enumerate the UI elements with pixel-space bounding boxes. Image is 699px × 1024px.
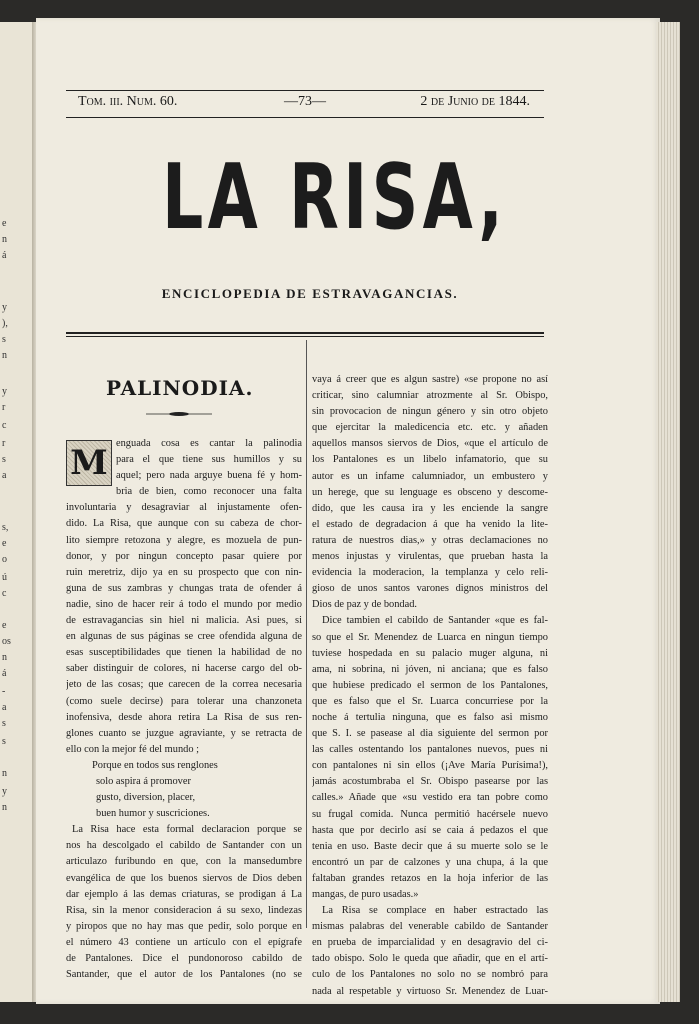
left-page-fragment: r	[2, 402, 6, 413]
text-line: las calles ostentando los pantalones nuevos, pues ni	[312, 744, 548, 756]
text-line: mangas, de puro usadas.»	[312, 889, 419, 900]
text-line: un herege, que su lenguage es obsceno y descome-	[312, 486, 548, 498]
left-page-fragment: ú	[2, 572, 7, 583]
page-stack-edge	[656, 22, 680, 1002]
text-line: el número 43 contiene un artículo con el epígrafe	[66, 936, 302, 948]
text-line: culo de los Pantalones no solo no se nombró para	[312, 969, 548, 981]
text-line: inofensiva, desde ahora retira La Risa de sus ren-	[66, 711, 302, 723]
text-line: ello con la mejor fé del mundo ;	[66, 743, 200, 755]
left-page-fragment: y	[2, 302, 7, 313]
text-line: tuviese hospedada en su palacio muger alguna, ni	[312, 647, 548, 659]
drop-cap-initial: M	[66, 440, 112, 486]
header-top-rule	[66, 90, 544, 91]
text-line: saber distinguir de colores, ni hacerse cargo del ob-	[66, 663, 302, 675]
page-header	[70, 94, 540, 114]
left-page-fragment: s	[2, 334, 6, 345]
text-line: y piropos que no hay mas que pedir, solo porque en	[66, 920, 302, 932]
article-column-right	[312, 372, 548, 1000]
text-line: que es falso que el Sr. Luarca concurriese por la	[312, 695, 548, 707]
left-page-fragment: n	[2, 802, 7, 813]
text-line: dido. La Risa, que aunque con su cabeza de chor-	[66, 518, 302, 530]
left-page-fragment: e	[2, 538, 7, 549]
left-page-fragment: s,	[2, 522, 9, 533]
text-line: calles.» Añade que «su vestido era tan pobre como	[312, 792, 548, 804]
header-bottom-rule	[66, 117, 544, 118]
text-line: involuntaria y desagraviar al injustamente ofen-	[66, 502, 302, 514]
text-line: Porque en todos sus renglones	[92, 759, 218, 771]
text-line: el estado de degradacion á que ha venido la lite-	[312, 518, 548, 530]
text-line: solo aspira á promover	[96, 775, 191, 787]
text-line: bria de bien, como reconocer una falta	[116, 486, 302, 498]
left-page-fragment: s	[2, 454, 6, 465]
text-line: enguada cosa es cantar la palinodia	[116, 438, 302, 449]
text-line: que S. I. se pasease al dia siguiente del sermon por	[312, 728, 548, 740]
text-line: jamás acostumbraba el Sr. Obispo pasearse por las	[312, 776, 548, 788]
left-page-fragment: e	[2, 218, 7, 229]
masthead-title: LA RISA,	[162, 145, 508, 250]
text-line: glones cuanto se juzgue agraviante, y se retracta de	[66, 727, 302, 739]
text-line: en prueba de imparcialidad y en desagravio del ci-	[312, 937, 548, 949]
text-line: tenia en uso. Baste decir que á su muerte solo se le	[312, 840, 548, 852]
text-line: tado obispo. Solo le queda que añadir, que en el artí-	[312, 953, 548, 965]
page-number: —73—	[284, 94, 326, 109]
text-line: encontró un par de calzones y una chupa, á la que	[312, 856, 548, 868]
text-line: menos injustas y virulentas, que prueban hasta la	[312, 551, 548, 563]
text-line: ruin meretriz, dijo ya en su prospecto que con nin-	[66, 566, 302, 578]
text-line: que ejercitar la maledicencia etc. etc. y añaden	[312, 422, 548, 434]
left-page-fragment: s	[2, 718, 6, 729]
text-line: nadie, sino de hacer reir á todo el mundo por medio	[66, 598, 302, 610]
text-line: gioso de unos santos varones dignos ministros del	[312, 583, 548, 595]
text-line: de Pantalones. Dice el pundonoroso cabildo de	[66, 953, 302, 964]
text-line: ama, ni sobrina, ni jóven, ni anciana; que es falso	[312, 663, 548, 675]
left-page-fragment: n	[2, 234, 7, 245]
left-page-fragment: c	[2, 588, 7, 599]
left-page-fragment: s	[2, 736, 6, 747]
text-line: hasta que por decirlo así se caia á pedazos el que	[312, 824, 548, 836]
text-line: dar ejemplo á las demas criaturas, se prodigan á La	[66, 888, 302, 900]
text-line: guna de sus zambras y chungas trata de ofender á	[66, 582, 302, 594]
left-page-fragment: os	[2, 636, 11, 647]
article-title: PALINODIA.	[106, 376, 254, 400]
masthead-rule	[66, 332, 544, 334]
text-line: sin provocacion de ningun género y sin otro objeto	[312, 406, 548, 418]
text-line: so que el Sr. Menendez de Luarca en ningun tiempo	[312, 631, 548, 643]
text-line: esas susceptibilidades que tienen la habilidad de no	[66, 647, 302, 659]
text-line: noche á tertulia ninguna, que es falso asi mismo	[312, 711, 548, 723]
left-page-fragment: e	[2, 620, 7, 631]
left-page-fragment: a	[2, 470, 7, 481]
text-line: en algunas de sus páginas se cree ofendida alguna de	[66, 631, 302, 643]
issue-date: 2 de Junio de 1844.	[420, 94, 530, 109]
left-page-fragment: y	[2, 786, 7, 797]
masthead-rule-thin	[66, 336, 544, 337]
text-line: vaya á creer que es algun sastre) «se propone no así	[312, 374, 548, 385]
article-column-left	[66, 436, 302, 983]
left-page-fragment: r	[2, 438, 6, 449]
text-line: mismas palabras del venerable cabildo de Santander	[312, 921, 548, 933]
left-page-fragment: c	[2, 420, 7, 431]
text-line: faltaban grandes retazos en la hoja inferior de las	[312, 872, 548, 884]
text-line: evidencia la moderacion, la templanza y celo reli-	[312, 567, 548, 579]
left-page-fragment: ),	[2, 318, 8, 329]
text-line: dido, que les causa ira y les enciende la sangre	[312, 502, 548, 514]
left-page-fragment: y	[2, 386, 7, 397]
text-line: lito siempre retozona y alegre, es mozuela de pun-	[66, 534, 302, 546]
left-page-fragment: o	[2, 554, 7, 565]
text-line: buen humor y suscriciones.	[96, 808, 210, 820]
text-line: aquel; pero nada arguye buena fé y hom-	[116, 470, 302, 482]
text-line: Santander, que el autor de los Pantalones (no se	[66, 969, 302, 981]
text-line: criticar, sino calumniar atrozmente al Sr. Obispo,	[312, 390, 548, 402]
text-line: autor es un infame calumniador, un embustero y	[312, 470, 548, 482]
text-line: nos ha descolgado el cabildo de Santander con un	[66, 840, 302, 852]
text-line: aquellos mansos siervos de Dios, «que el artículo de	[312, 438, 548, 450]
volume-number: Tom. iii. Num. 60.	[78, 94, 178, 109]
masthead-subtitle: ENCICLOPEDIA DE ESTRAVAGANCIAS.	[161, 286, 459, 301]
text-line: que hubiese predicado el sermon de los Pantalones,	[312, 679, 548, 691]
text-line: donor, y por ningun concepto pasar quiere por	[66, 550, 302, 562]
text-line: para el que tiene sus humillos y su	[116, 454, 302, 466]
text-line: Risa, sin la menor consideracion á su sexo, lindezas	[66, 904, 302, 916]
left-page-fragment: á	[2, 668, 7, 679]
left-page-fragment: -	[2, 686, 6, 697]
ornament-divider	[146, 411, 212, 417]
text-line: evangélica de que los buenos siervos de Dios deben	[66, 872, 302, 884]
text-line: ratura de nuestros dias,» y otras declamaciones no	[312, 534, 548, 546]
text-line: nada al respetable y virtuoso Sr. Menendez de Luar-	[312, 985, 548, 997]
text-line: (como suele decirse) para tolerar una chanzoneta	[66, 695, 302, 707]
text-line: Dice tambien el cabildo de Santander «que es fal-	[322, 615, 548, 627]
text-line: Dios de paz y de bondad.	[312, 599, 418, 611]
left-page-fragment: n	[2, 350, 7, 361]
text-line: gusto, diversion, placer,	[96, 792, 196, 804]
text-line: La Risa hace esta formal declaracion porque se	[72, 824, 302, 836]
left-page-fragment: n	[2, 768, 7, 779]
text-line: su frugal comida. Nunca permitió hacérsele nuevo	[312, 808, 548, 820]
text-line: con pantalones ni sin ellos (¡Ave María Purísima!),	[312, 760, 548, 772]
text-line: jeto de las cosas; que carecen de la correa necesaria	[66, 679, 302, 691]
left-page-fragment: a	[2, 702, 7, 713]
text-line: La Risa se complace en haber estractado las	[322, 905, 548, 917]
left-page-edge	[0, 22, 35, 1002]
text-line: los Pantalones es un libelo infamatorio, que su	[312, 454, 548, 466]
text-line: articulazo furibundo en que, con la mansedumbre	[66, 856, 302, 868]
column-divider	[306, 340, 307, 928]
left-page-fragment: n	[2, 652, 7, 663]
text-line: de estravagancias sin hiel ni malicia. Asi pues, si	[66, 615, 302, 627]
left-page-fragment: á	[2, 250, 7, 261]
